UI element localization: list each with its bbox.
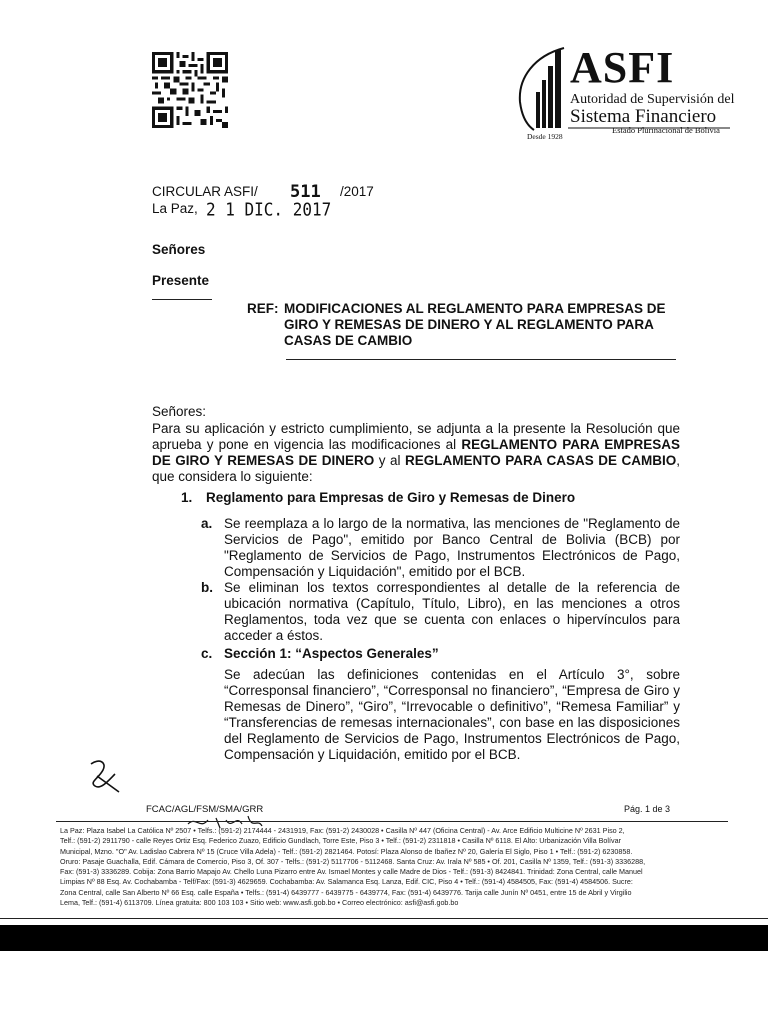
- greeting: Señores:: [152, 404, 207, 419]
- logo-line3: Estado Plurinacional de Bolivia: [612, 125, 720, 135]
- addressee-presente: Presente: [152, 273, 210, 288]
- footer-line: Oruro: Pasaje Guachalla, Edif. Cámara de Comercio, Piso 3, Of. 307 - Telfs.: (591-2) 5117706 - 5112468. Santa Cruz: Av. Irala Nº 585 • Of. 201, Casilla Nº 1359, Telf.: (591-3) 3336288,: [60, 856, 646, 866]
- item1-title: Reglamento para Empresas de Giro y Remesas de Dinero: [206, 490, 576, 505]
- footer-line: Zona Central, calle San Alberto Nº 66 Esq. calle España • Telfs.: (591-4) 6439777 - 6439775 - 6439774, Fax: (591-4) 6439776. Tarija calle Junín Nº 0451, entre 15 de Abril y Virgilio: [60, 887, 632, 897]
- sub-c-letter: c.: [201, 646, 213, 661]
- footer-line: Lema, Telf.: (591-4) 6113709. Línea gratuita: 800 103 103 • Sitio web: www.asfi.gob.bo • Correo electrónico: asfi@asfi.gob.bo: [60, 898, 459, 908]
- sub-c-title: Sección 1: “Aspectos Generales”: [224, 646, 439, 661]
- circular-year: /2017: [340, 184, 374, 199]
- qr-code-icon: [152, 52, 228, 128]
- logo-line2: Sistema Financiero: [570, 106, 717, 127]
- ref-label: REF:: [247, 301, 279, 316]
- sub-b-text: Se eliminan los textos correspondientes al detalle de la referencia de ubicación normativa (Capítulo, Título, Libro), en las menciones a otros Reglamentos, toda vez que se cuenta con enlaces o hipervínculos para acceder a éstos.: [224, 580, 680, 643]
- sub-a-text: Se reemplaza a lo largo de la normativa, las menciones de "Reglamento de Servicios de Pago", emitido por Banco Central de Bolivia (BCB) por "Reglamento de Servicios de Pago, Instrumentos Electrónicos de Pago, Compensación y Liquidación", emitido por el BCB.: [224, 516, 680, 579]
- footer-divider: [56, 821, 728, 822]
- ref-text: MODIFICACIONES AL REGLAMENTO PARA EMPRESAS DE GIRO Y REMESAS DE DINERO Y AL REGLAMENTO PARA CASAS DE CAMBIO: [284, 301, 666, 348]
- footer-line: Limpias Nº 88 Esq. Av. Cochabamba - Telf/Fax: (591-3) 4629659. Cochabamba: Av. Salamanca Esq. Lanza, Edif. CIC, Piso 4 • Telf.: (591-4) 4584505, Fax: (591-4) 4584506. Sucre:: [60, 877, 633, 887]
- page-number: Pág. 1 de 3: [624, 804, 671, 814]
- date-stamp: 2 1 DIC. 2017: [206, 199, 332, 220]
- initials: FCAC/AGL/FSM/SMA/GRR: [146, 804, 264, 815]
- ref-divider: [286, 359, 676, 360]
- logo-line4: Desde 1928: [527, 132, 563, 141]
- sub-a-letter: a.: [201, 516, 213, 531]
- item1-number: 1.: [181, 490, 193, 505]
- intro-paragraph: Para su aplicación y estricto cumplimiento, se adjunta a la presente la Resolución que aprueba y pone en vigencia las modificaciones al REGLAMENTO PARA EMPRESAS DE GIRO Y REMESAS DE DINERO y al REGLAMENTO PARA CASAS DE CAMBIO, que considera lo siguiente:: [152, 421, 681, 484]
- divider-short: [152, 299, 212, 300]
- sub-b-letter: b.: [201, 580, 213, 595]
- footer-line: Fax: (591-3) 3336289. Cobija: Zona Barrio Mapajo Av. Chello Luna Pizarro entre Av. Ismael Montes y calle Madre de Dios - Telf.: (591-3) 8424841. Trinidad: Zona Central, calle Manuel: [60, 867, 643, 877]
- footer-line: Telf.: (591-2) 2911790 - calle Reyes Ortiz Esq. Federico Zuazo, Edificio Gundlach, Torre Este, Piso 3 • Telf.: (591-2) 2311818 • Casilla Nº 6118. El Alto: Urbanización Villa Bolívar: [60, 836, 621, 846]
- sub-c-text: Se adecúan las definiciones contenidas en el Artículo 3°, sobre “Corresponsal financiero”, “Corresponsal no financiero”, “Empresa de Giro y Remesas de Dinero”, “Giro”, “Irrevocable o definitivo”, “Remesa Familiar” y “Transferencias de remesas internacionales”, con base en las disposiciones del Reglamento de Servicios de Pago, Instrumentos Electrónicos de Pago, Compensación y Liquidación, emitido por el BCB.: [224, 667, 680, 762]
- addressee-senores: Señores: [152, 242, 206, 257]
- footer-line: La Paz: Plaza Isabel La Católica Nº 2507 • Telfs.: (591-2) 2174444 - 2431919, Fax: (591-2) 2430028 • Casilla Nº 447 (Oficina Central) - Av. Arce Edificio Multicine Nº 2631 Piso 2,: [60, 826, 625, 835]
- circular-number: 511: [290, 182, 321, 202]
- signature-mark: [85, 756, 125, 796]
- circular-label: CIRCULAR ASFI/: [152, 184, 258, 199]
- scan-edge-line: [0, 918, 768, 919]
- logo-line1: Autoridad de Supervisión del: [570, 92, 735, 107]
- logo-acronym: ASFI: [570, 43, 675, 92]
- circular-place: La Paz,: [152, 201, 198, 216]
- scan-black-band: [0, 925, 768, 951]
- footer-line: Municipal, Mzno. "O" Av. Ladislao Cabrera Nº 15 (Cruce Villa Adela) - Telf.: (591-2) 2821464. Potosí: Plaza Alonso de Ibañez Nº 20, Galería El Siglo, Piso 1 • Telf.: (591-2) 6230858.: [60, 846, 633, 856]
- footer-addresses: [60, 826, 728, 908]
